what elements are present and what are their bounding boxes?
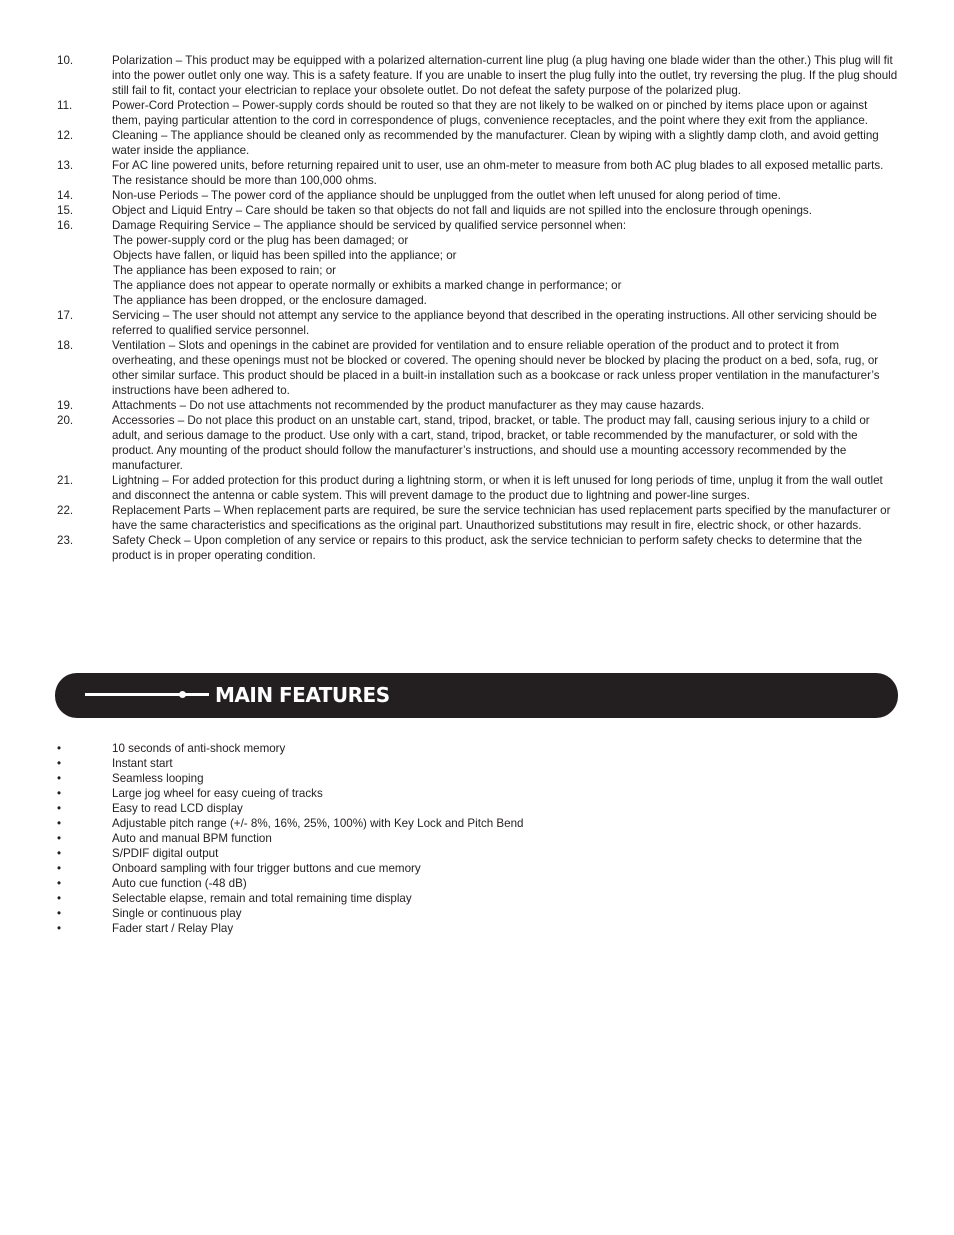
instruction-item xyxy=(0,53,954,98)
instruction-item xyxy=(0,503,954,533)
feature-item xyxy=(0,861,954,876)
instruction-number: 21. xyxy=(57,474,74,487)
bullet-icon: • xyxy=(57,802,62,815)
bullet-icon: • xyxy=(57,787,62,800)
feature-item xyxy=(0,816,954,831)
instruction-item xyxy=(0,158,954,188)
banner-decor-line xyxy=(85,693,209,696)
damage-condition: The power-supply cord or the plug has been damaged; or xyxy=(113,234,409,247)
instruction-text: Lightning – For added protection for this product during a lightning storm, or when it is left unused for long periods of time, unplug it from the wall outlet and disconnect the antenna or cable system. This will prevent damage to the product due to lightning and power-line surges. xyxy=(112,474,883,502)
instruction-number: 17. xyxy=(57,309,74,322)
feature-text: Instant start xyxy=(112,757,173,770)
bullet-icon: • xyxy=(57,892,62,905)
feature-text: S/PDIF digital output xyxy=(112,847,219,860)
instruction-text: Replacement Parts – When replacement parts are required, be sure the service technician has used replacement parts specified by the manufacturer or have the same characteristics and specifications as the original part. Unauthorized substitutions may result in fire, electric shock, or other hazards. xyxy=(112,504,891,532)
feature-text: 10 seconds of anti-shock memory xyxy=(112,742,286,755)
instruction-item xyxy=(0,473,954,503)
feature-text: Auto cue function (-48 dB) xyxy=(112,877,247,890)
feature-text: Selectable elapse, remain and total remaining time display xyxy=(112,892,412,905)
feature-text: Fader start / Relay Play xyxy=(112,922,234,935)
feature-item xyxy=(0,906,954,921)
instruction-number: 19. xyxy=(57,399,74,412)
instruction-number: 18. xyxy=(57,339,74,352)
instruction-item xyxy=(0,398,954,413)
feature-item xyxy=(0,801,954,816)
instruction-text: For AC line powered units, before returning repaired unit to user, use an ohm-meter to measure from both AC plug blades to all exposed metallic parts. The resistance should be more than 100,000 ohms. xyxy=(112,159,884,187)
instruction-number: 13. xyxy=(57,159,74,172)
feature-text: Onboard sampling with four trigger buttons and cue memory xyxy=(112,862,421,875)
instruction-item xyxy=(0,413,954,473)
bullet-icon: • xyxy=(57,772,62,785)
instruction-item xyxy=(0,338,954,398)
feature-item xyxy=(0,846,954,861)
bullet-icon: • xyxy=(57,742,62,755)
instruction-text: Non-use Periods – The power cord of the appliance should be unplugged from the outlet when left unused for along period of time. xyxy=(112,189,781,202)
feature-item xyxy=(0,771,954,786)
instruction-number: 23. xyxy=(57,534,74,547)
feature-text: Auto and manual BPM function xyxy=(112,832,272,845)
instruction-item xyxy=(0,128,954,158)
feature-text: Seamless looping xyxy=(112,772,204,785)
instruction-item xyxy=(0,203,954,218)
instruction-text: Object and Liquid Entry – Care should be taken so that objects do not fall and liquids are not spilled into the enclosure through openings. xyxy=(112,204,812,217)
instruction-number: 14. xyxy=(57,189,74,202)
feature-text: Large jog wheel for easy cueing of tracks xyxy=(112,787,323,800)
bullet-icon: • xyxy=(57,832,62,845)
instruction-number: 10. xyxy=(57,54,74,67)
feature-text: Easy to read LCD display xyxy=(112,802,243,815)
bullet-icon: • xyxy=(57,862,62,875)
safety-instructions-list xyxy=(0,53,954,563)
bullet-icon: • xyxy=(57,847,62,860)
instruction-number: 15. xyxy=(57,204,74,217)
bullet-icon: • xyxy=(57,922,62,935)
damage-condition: Objects have fallen, or liquid has been spilled into the appliance; or xyxy=(113,249,457,262)
feature-item xyxy=(0,876,954,891)
damage-condition: The appliance has been exposed to rain; or xyxy=(113,264,337,277)
feature-text: Single or continuous play xyxy=(112,907,242,920)
instruction-number: 16. xyxy=(57,219,74,232)
damage-condition: The appliance does not appear to operate normally or exhibits a marked change in performance; or xyxy=(113,279,622,292)
instruction-text: Accessories – Do not place this product on an unstable cart, stand, tripod, bracket, or table. The product may fall, causing serious injury to a child or adult, and serious damage to the product. Use only with a cart, stand, tripod, bracket, or table recommended by the manufacturer, or sold with the product. Any mounting of the product should follow the manufacturer’s instructions, and should use a mounting accessory recommended by the manufacturer. xyxy=(112,414,870,472)
feature-item xyxy=(0,786,954,801)
feature-item xyxy=(0,891,954,906)
instruction-number: 12. xyxy=(57,129,74,142)
bullet-icon: • xyxy=(57,907,62,920)
instruction-item xyxy=(0,98,954,128)
bullet-icon: • xyxy=(57,757,62,770)
instruction-number: 20. xyxy=(57,414,74,427)
feature-item xyxy=(0,921,954,936)
instruction-item xyxy=(0,308,954,338)
feature-item xyxy=(0,831,954,846)
instruction-number: 22. xyxy=(57,504,74,517)
instruction-number: 11. xyxy=(57,99,73,112)
bullet-icon: • xyxy=(57,817,62,830)
feature-text: Adjustable pitch range (+/- 8%, 16%, 25%, 100%) with Key Lock and Pitch Bend xyxy=(112,817,524,830)
instruction-item xyxy=(0,533,954,563)
instruction-text: Safety Check – Upon completion of any service or repairs to this product, ask the service technician to perform safety checks to determine that the product is in proper operating condition. xyxy=(112,534,863,562)
instruction-text: Power-Cord Protection – Power-supply cords should be routed so that they are not likely to be walked on or pinched by items place upon or against them, paying particular attention to the cord in correspondence of plugs, convenience receptacles, and the point where they exit from the appliance. xyxy=(112,99,868,127)
instruction-item xyxy=(0,218,954,233)
bullet-icon: • xyxy=(57,877,62,890)
feature-item xyxy=(0,741,954,756)
features-list xyxy=(0,741,954,936)
instruction-text: Servicing – The user should not attempt any service to the appliance beyond that described in the operating instructions. All other servicing should be referred to qualified service personnel. xyxy=(112,309,877,337)
instruction-text: Ventilation – Slots and openings in the cabinet are provided for ventilation and to ensure reliable operation of the product and to protect it from overheating, and these openings must not be blocked or covered. The opening should never be blocked by placing the product on a bed, sofa, rug, or other similar surface. This product should be placed in a built-in installation such as a bookcase or rack unless proper ventilation in the manufacturer’s instructions have been adhered to. xyxy=(112,339,880,397)
section-title: MAIN FEATURES xyxy=(215,683,390,707)
instruction-item xyxy=(0,188,954,203)
instruction-text: Polarization – This product may be equipped with a polarized alternation-current line plug (a plug having one blade wider than the other.) This plug will fit into the power outlet only one way. This is a safety feature. If you are unable to insert the plug fully into the outlet, try reversing the plug. If the plug should still fail to fit, contact your electrician to replace your obsolete outlet. Do not defeat the safety purpose of the polarized plug. xyxy=(112,54,898,97)
instruction-text: Damage Requiring Service – The appliance should be serviced by qualified service personnel when: xyxy=(112,219,627,232)
instruction-text: Attachments – Do not use attachments not recommended by the product manufacturer as they may cause hazards. xyxy=(112,399,705,412)
damage-condition: The appliance has been dropped, or the enclosure damaged. xyxy=(113,294,427,307)
instruction-text: Cleaning – The appliance should be cleaned only as recommended by the manufacturer. Clean by wiping with a slightly damp cloth, and avoid getting water inside the appliance. xyxy=(112,129,879,157)
banner-decor-dot xyxy=(179,691,186,698)
section-header-banner xyxy=(55,673,898,718)
feature-item xyxy=(0,756,954,771)
